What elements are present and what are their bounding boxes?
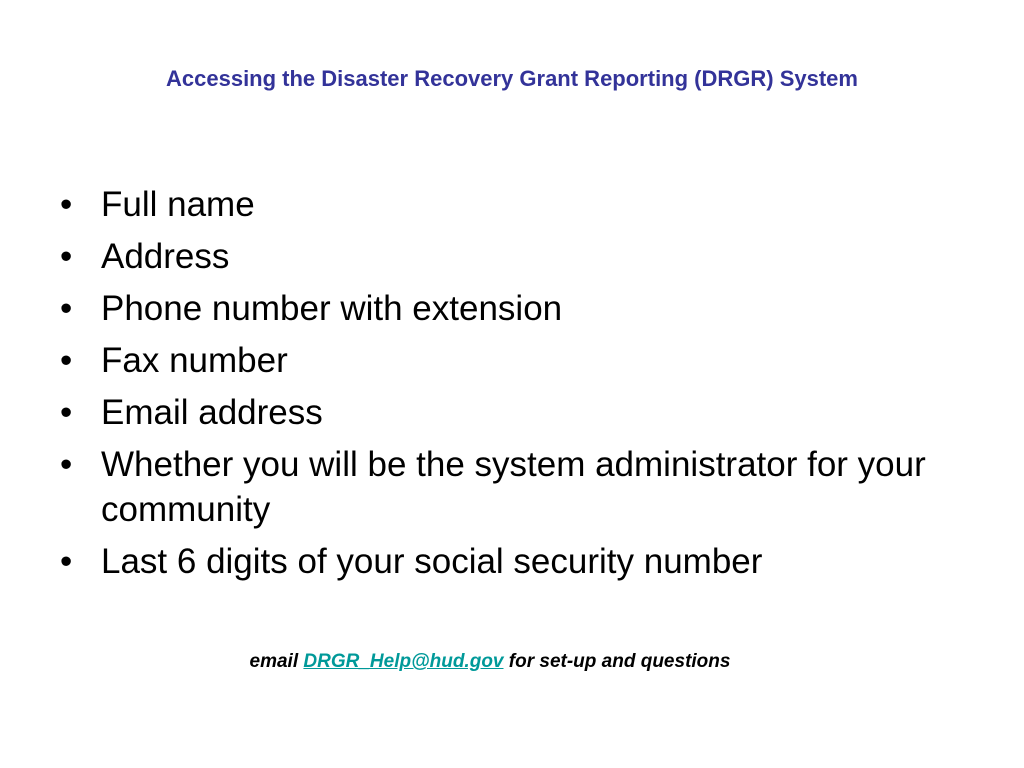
list-item-text: Phone number with extension: [101, 289, 563, 328]
list-item-ssn-digits: [60, 539, 980, 584]
list-item-text: Full name: [101, 185, 255, 224]
footer-prefix: email: [249, 651, 299, 672]
bullet-icon: •: [60, 445, 73, 484]
list-item-email-address: [60, 390, 980, 435]
list-item-text: Whether you will be the system administrator for your community: [101, 445, 926, 529]
help-email-link[interactable]: DRGR_Help@hud.gov: [303, 651, 504, 672]
list-item-text: Last 6 digits of your social security number: [101, 542, 763, 581]
list-item-full-name: [60, 182, 980, 227]
bullet-icon: •: [60, 237, 73, 276]
bullet-icon: •: [60, 185, 73, 224]
requirements-list: [60, 182, 980, 591]
bullet-icon: •: [60, 393, 73, 432]
bullet-icon: •: [60, 542, 73, 581]
list-item-text: Email address: [101, 393, 323, 432]
list-item-system-administrator: [60, 442, 980, 532]
list-item-fax-number: [60, 338, 980, 383]
list-item-address: [60, 234, 980, 279]
list-item-text: Address: [101, 237, 230, 276]
list-item-text: Fax number: [101, 341, 288, 380]
list-item-phone-number: [60, 286, 980, 331]
footer-suffix: for set-up and questions: [508, 651, 731, 672]
slide-title: Accessing the Disaster Recovery Grant Reporting (DRGR) System: [166, 66, 858, 91]
footer-contact-note: [0, 649, 980, 675]
bullet-icon: •: [60, 289, 73, 328]
bullet-icon: •: [60, 341, 73, 380]
